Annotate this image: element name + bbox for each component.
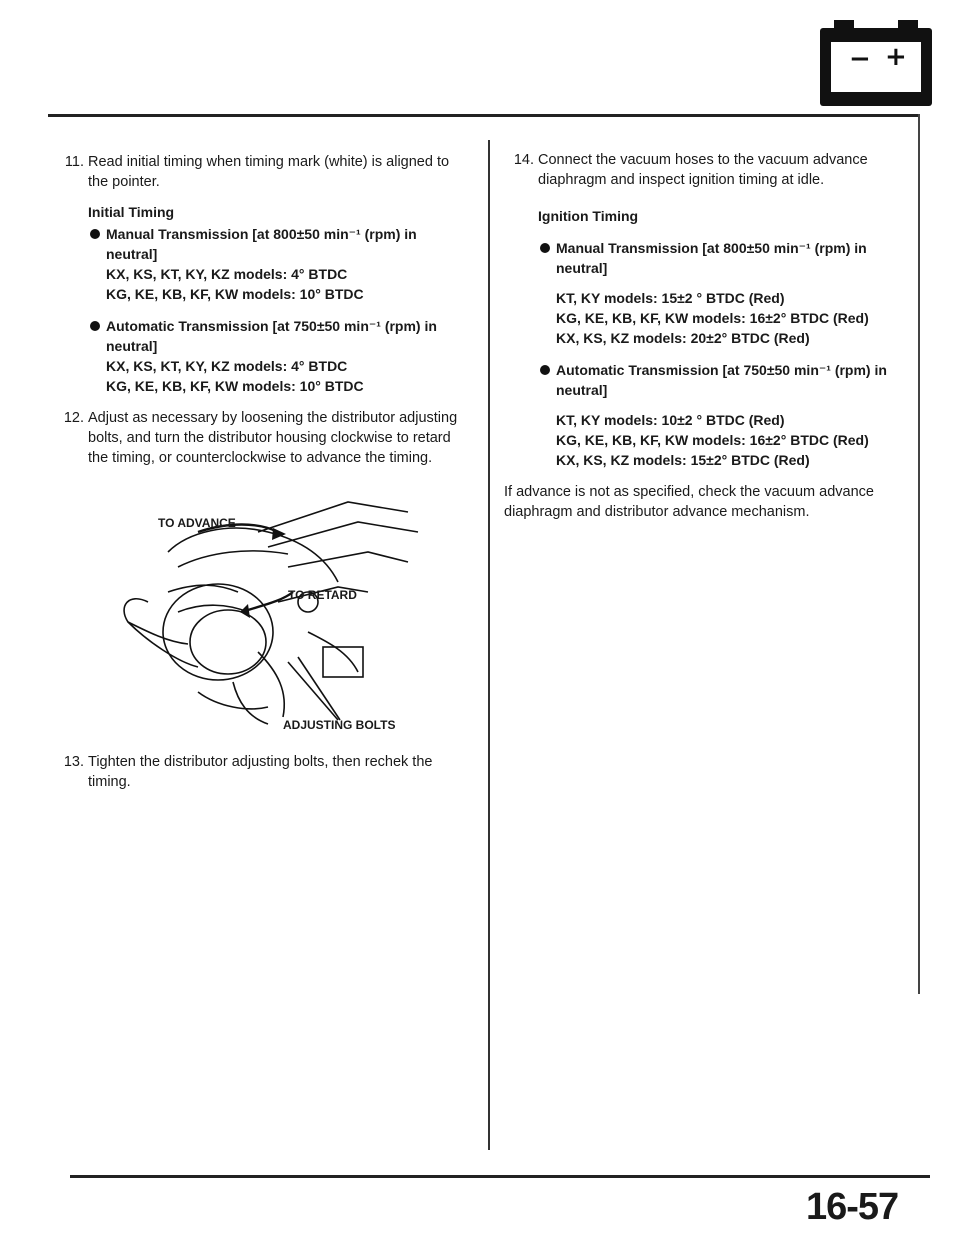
initial-timing-heading: Initial Timing — [88, 204, 175, 220]
step-13 — [54, 752, 464, 792]
closing-note: If advance is not as specified, check the vacuum advance diaphragm and distributor advance mechanism. — [504, 484, 874, 520]
right-margin-rule — [918, 114, 920, 994]
adjusting-bolts-label: ADJUSTING BOLTS — [283, 718, 396, 732]
column-divider — [488, 140, 490, 1150]
manual-transmission-block — [538, 238, 904, 348]
step-number: 13. — [63, 754, 84, 770]
step-text: Adjust as necessary by loosening the distributor adjusting bolts, and turn the distributor housing clockwise to retard the timing, or counterclockwise to advance the timing. — [88, 410, 458, 466]
automatic-transmission-block — [538, 360, 904, 470]
automatic-spec-line: KX, KS, KT, KY, KZ models: 4° BTDC — [106, 358, 348, 374]
bullet-icon — [90, 229, 100, 239]
page-number: 16-57 — [806, 1186, 899, 1228]
automatic-transmission-block — [88, 316, 464, 396]
step-number: 11. — [64, 154, 84, 170]
automatic-spec-line: KX, KS, KZ models: 15±2° BTDC (Red) — [556, 452, 810, 468]
distributor-figure — [108, 492, 438, 732]
step-number: 12. — [63, 410, 84, 426]
manual-transmission-title: Manual Transmission [at 800±50 min⁻¹ (rpm) in neutral] — [106, 226, 417, 262]
manual-spec-line: KX, KS, KZ models: 20±2° BTDC (Red) — [556, 330, 810, 346]
step-text: Tighten the distributor adjusting bolts, then rechek the timing. — [88, 754, 433, 790]
manual-spec-line: KG, KE, KB, KF, KW models: 10° BTDC — [106, 286, 364, 302]
step-number: 14. — [513, 152, 534, 168]
bullet-icon — [90, 321, 100, 331]
to-advance-label: TO ADVANCE — [158, 516, 236, 530]
battery-terminal-negative — [834, 20, 854, 30]
header-rule — [48, 114, 918, 117]
battery-icon — [820, 28, 932, 106]
step-13-wrap — [54, 752, 464, 804]
ignition-timing-heading: Ignition Timing — [538, 208, 639, 224]
manual-transmission-title: Manual Transmission [at 800±50 min⁻¹ (rpm) in neutral] — [556, 240, 867, 276]
manual-spec-line: KX, KS, KT, KY, KZ models: 4° BTDC — [106, 266, 348, 282]
automatic-transmission-title: Automatic Transmission [at 750±50 min⁻¹ (rpm) in neutral] — [556, 362, 887, 398]
step-11 — [54, 152, 464, 396]
battery-plus-sign: + — [885, 42, 907, 72]
manual-spec-line: KG, KE, KB, KF, KW models: 16±2° BTDC (Red) — [556, 310, 869, 326]
automatic-spec-line: KT, KY models: 10±2 ° BTDC (Red) — [556, 412, 785, 428]
step-text: Connect the vacuum hoses to the vacuum advance diaphragm and inspect ignition timing at idle. — [538, 152, 868, 188]
automatic-transmission-title: Automatic Transmission [at 750±50 min⁻¹ (rpm) in neutral] — [106, 318, 437, 354]
manual-transmission-block — [88, 224, 464, 304]
step-text: Read initial timing when timing mark (white) is aligned to the pointer. — [88, 154, 450, 190]
battery-terminal-positive — [898, 20, 918, 30]
bullet-icon — [540, 365, 550, 375]
bullet-icon — [540, 243, 550, 253]
automatic-spec-line: KG, KE, KB, KF, KW models: 16±2° BTDC (Red) — [556, 432, 869, 448]
battery-face — [831, 42, 921, 92]
right-column — [504, 150, 904, 522]
footer-rule — [70, 1175, 930, 1178]
left-column — [54, 152, 464, 480]
step-12 — [54, 408, 464, 468]
manual-spec-line: KT, KY models: 15±2 ° BTDC (Red) — [556, 290, 785, 306]
step-14 — [504, 150, 904, 470]
automatic-spec-line: KG, KE, KB, KF, KW models: 10° BTDC — [106, 378, 364, 394]
battery-minus-sign: − — [849, 44, 871, 74]
to-retard-label: TO RETARD — [288, 588, 357, 602]
